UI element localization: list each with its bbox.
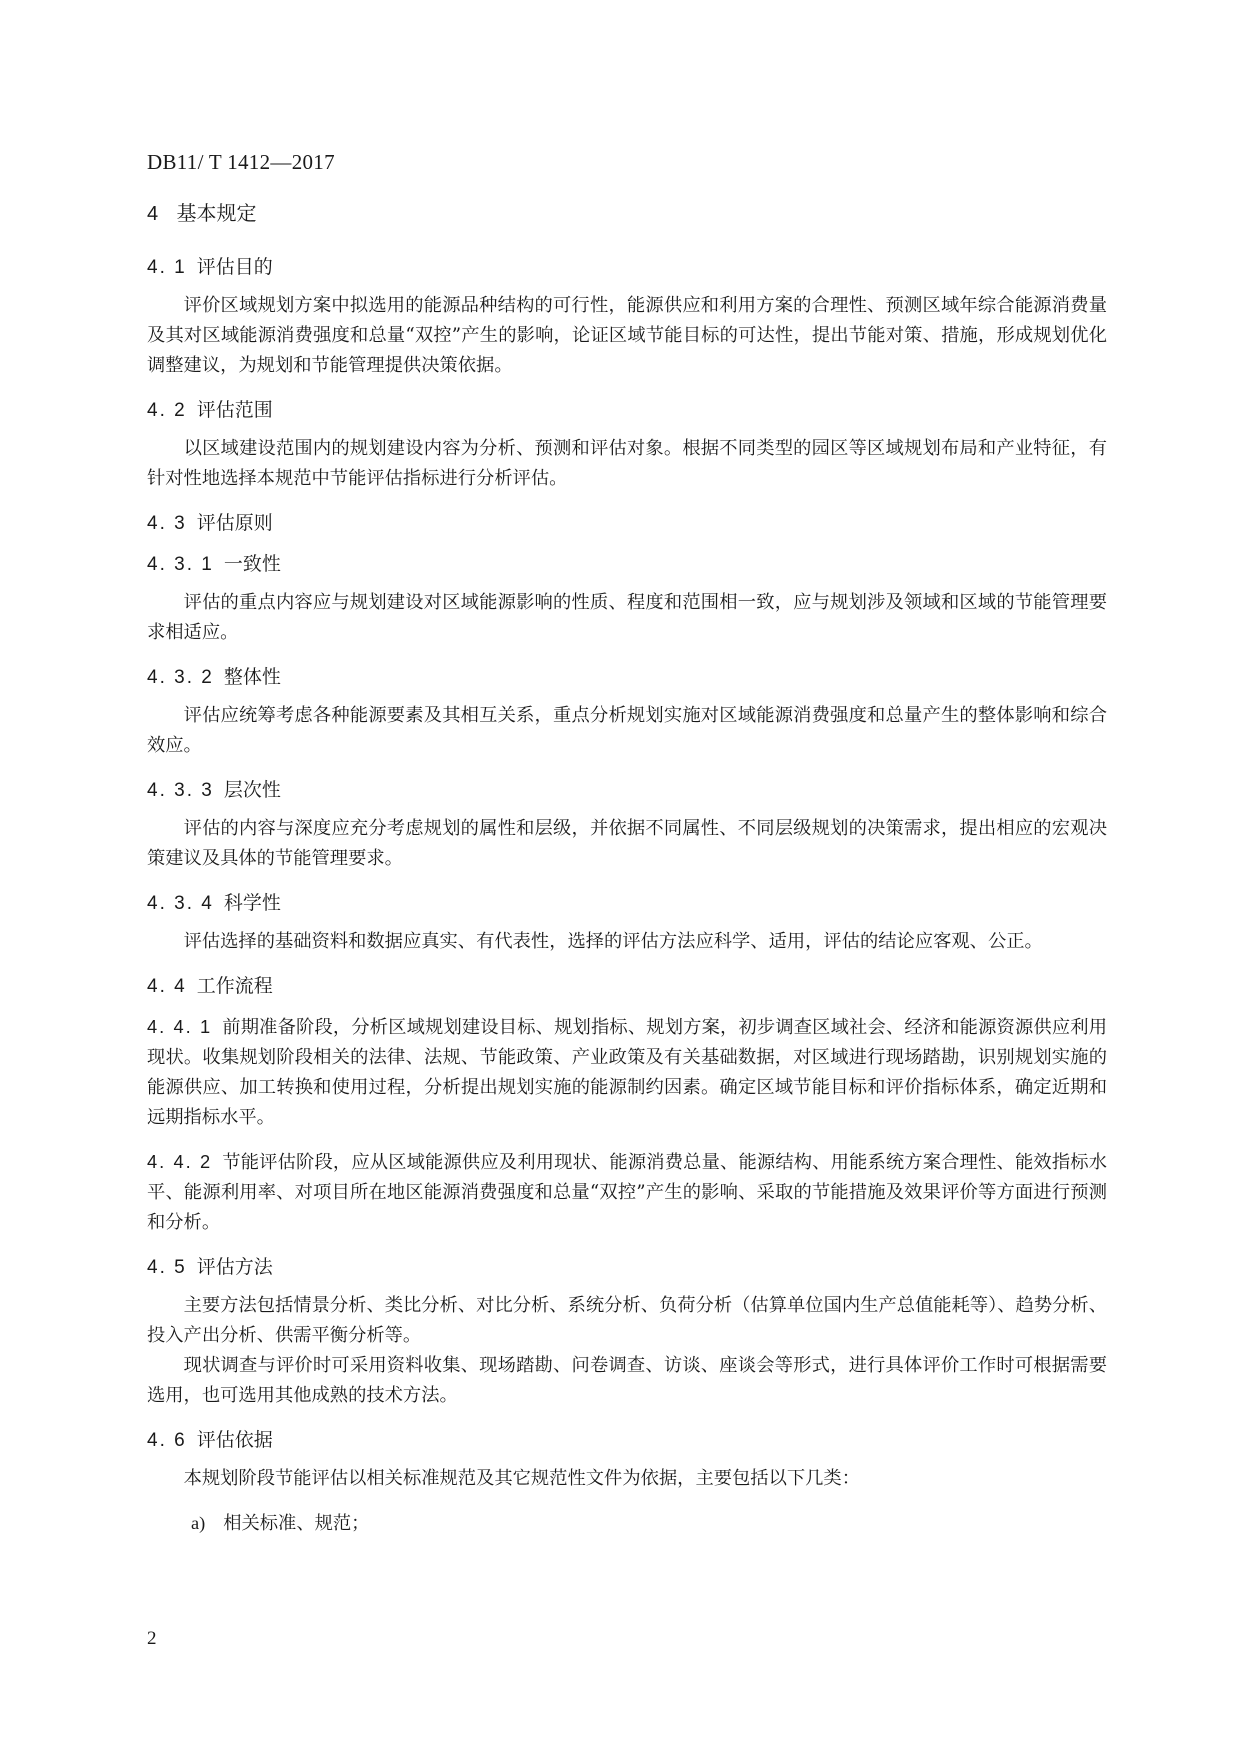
- section-title: 科学性: [223, 892, 281, 914]
- section-title: 层次性: [223, 779, 281, 801]
- section-4-heading: [147, 197, 1107, 226]
- section-4-4-2-paragraph: [147, 1147, 1107, 1238]
- section-4-2-heading: [147, 395, 1107, 422]
- section-title: 基本规定: [176, 201, 257, 225]
- section-4-3-2-heading: [147, 662, 1107, 689]
- section-4-1-text: 评价区域规划方案中拟选用的能源品种结构的可行性，能源供应和利用方案的合理性、预测区域年综合能源消费量及其对区域能源消费强度和总量“双控”产生的影响，论证区域节能目标的可达性，提出节能对策、措施，形成规划优化调整建议，为规划和节能管理提供决策依据。: [147, 295, 1107, 376]
- list-item: [191, 1508, 1107, 1539]
- section-4-3-4-text: 评估选择的基础资料和数据应真实、有代表性，选择的评估方法应科学、适用，评估的结论应客观、公正。: [183, 931, 1043, 952]
- section-number: 4. 3. 4: [147, 893, 214, 914]
- list-marker: a): [191, 1513, 206, 1533]
- paragraph-text: 节能评估阶段，应从区域能源供应及利用现状、能源消费总量、能源结构、用能系统方案合理性、能效指标水平、能源利用率、对项目所在地区能源消费强度和总量“双控”产生的影响、采取的节能措施及效果评价等方面进行预测和分析。: [147, 1152, 1107, 1233]
- section-number: 4: [147, 203, 161, 225]
- section-number: 4. 6: [147, 1430, 187, 1451]
- section-title: 整体性: [223, 666, 281, 688]
- section-number: 4. 3. 1: [147, 554, 214, 575]
- section-4-5-text-1: 主要方法包括情景分析、类比分析、对比分析、系统分析、负荷分析（估算单位国内生产总值能耗等）、趋势分析、投入产出分析、供需平衡分析等。: [147, 1295, 1107, 1346]
- section-number: 4. 5: [147, 1257, 187, 1278]
- section-4-5-heading: [147, 1252, 1107, 1279]
- section-4-5-text-2: 现状调查与评价时可采用资料收集、现场踏勘、问卷调查、访谈、座谈会等形式，进行具体评价工作时可根据需要选用，也可选用其他成熟的技术方法。: [147, 1355, 1107, 1406]
- section-4-4-1-paragraph: [147, 1012, 1107, 1133]
- section-title: 评估方法: [196, 1256, 273, 1278]
- paragraph-number: 4. 4. 2: [147, 1151, 213, 1172]
- section-title: 评估依据: [196, 1429, 273, 1451]
- section-number: 4. 3. 2: [147, 667, 214, 688]
- section-4-3-2-text: 评估应统筹考虑各种能源要素及其相互关系，重点分析规划实施对区域能源消费强度和总量产生的整体影响和综合效应。: [147, 705, 1107, 756]
- section-title: 评估范围: [196, 399, 273, 421]
- section-4-3-3-heading: [147, 775, 1107, 802]
- section-4-3-3-text: 评估的内容与深度应充分考虑规划的属性和层级，并依据不同属性、不同层级规划的决策需求，提出相应的宏观决策建议及具体的节能管理要求。: [147, 818, 1107, 869]
- section-number: 4. 4: [147, 976, 187, 997]
- section-4-6-text: 本规划阶段节能评估以相关标准规范及其它规范性文件为依据，主要包括以下几类：: [183, 1468, 860, 1489]
- paragraph-text: 前期准备阶段，分析区域规划建设目标、规划指标、规划方案，初步调查区域社会、经济和能源资源供应利用现状。收集规划阶段相关的法律、法规、节能政策、产业政策及有关基础数据，对区域进行现场踏勘，识别规划实施的能源供应、加工转换和使用过程，分析提出规划实施的能源制约因素。确定区域节能目标和评价指标体系，确定近期和远期指标水平。: [147, 1017, 1107, 1128]
- section-title: 评估原则: [196, 512, 273, 534]
- section-4-3-heading: [147, 508, 1107, 535]
- section-title: 评估目的: [196, 256, 273, 278]
- section-4-3-1-text: 评估的重点内容应与规划建设对区域能源影响的性质、程度和范围相一致，应与规划涉及领域和区域的节能管理要求相适应。: [147, 592, 1107, 643]
- section-4-6-heading: [147, 1425, 1107, 1452]
- section-4-1-heading: [147, 252, 1107, 279]
- section-number: 4. 1: [147, 257, 187, 278]
- page-number: 2: [147, 1628, 157, 1649]
- section-title: 工作流程: [196, 975, 273, 997]
- section-title: 一致性: [223, 553, 281, 575]
- section-4-3-4-heading: [147, 888, 1107, 915]
- list-item-text: 相关标准、规范；: [223, 1513, 370, 1534]
- section-4-3-1-heading: [147, 549, 1107, 576]
- section-4-2-text: 以区域建设范围内的规划建设内容为分析、预测和评估对象。根据不同类型的园区等区域规划布局和产业特征，有针对性地选择本规范中节能评估指标进行分析评估。: [147, 438, 1107, 489]
- section-number: 4. 3. 3: [147, 780, 214, 801]
- section-4-4-heading: [147, 971, 1107, 998]
- section-number: 4. 3: [147, 513, 187, 534]
- document-code: DB11/ T 1412—2017: [147, 150, 335, 174]
- document-page: [147, 150, 1107, 1539]
- section-number: 4. 2: [147, 400, 187, 421]
- paragraph-number: 4. 4. 1: [147, 1016, 213, 1037]
